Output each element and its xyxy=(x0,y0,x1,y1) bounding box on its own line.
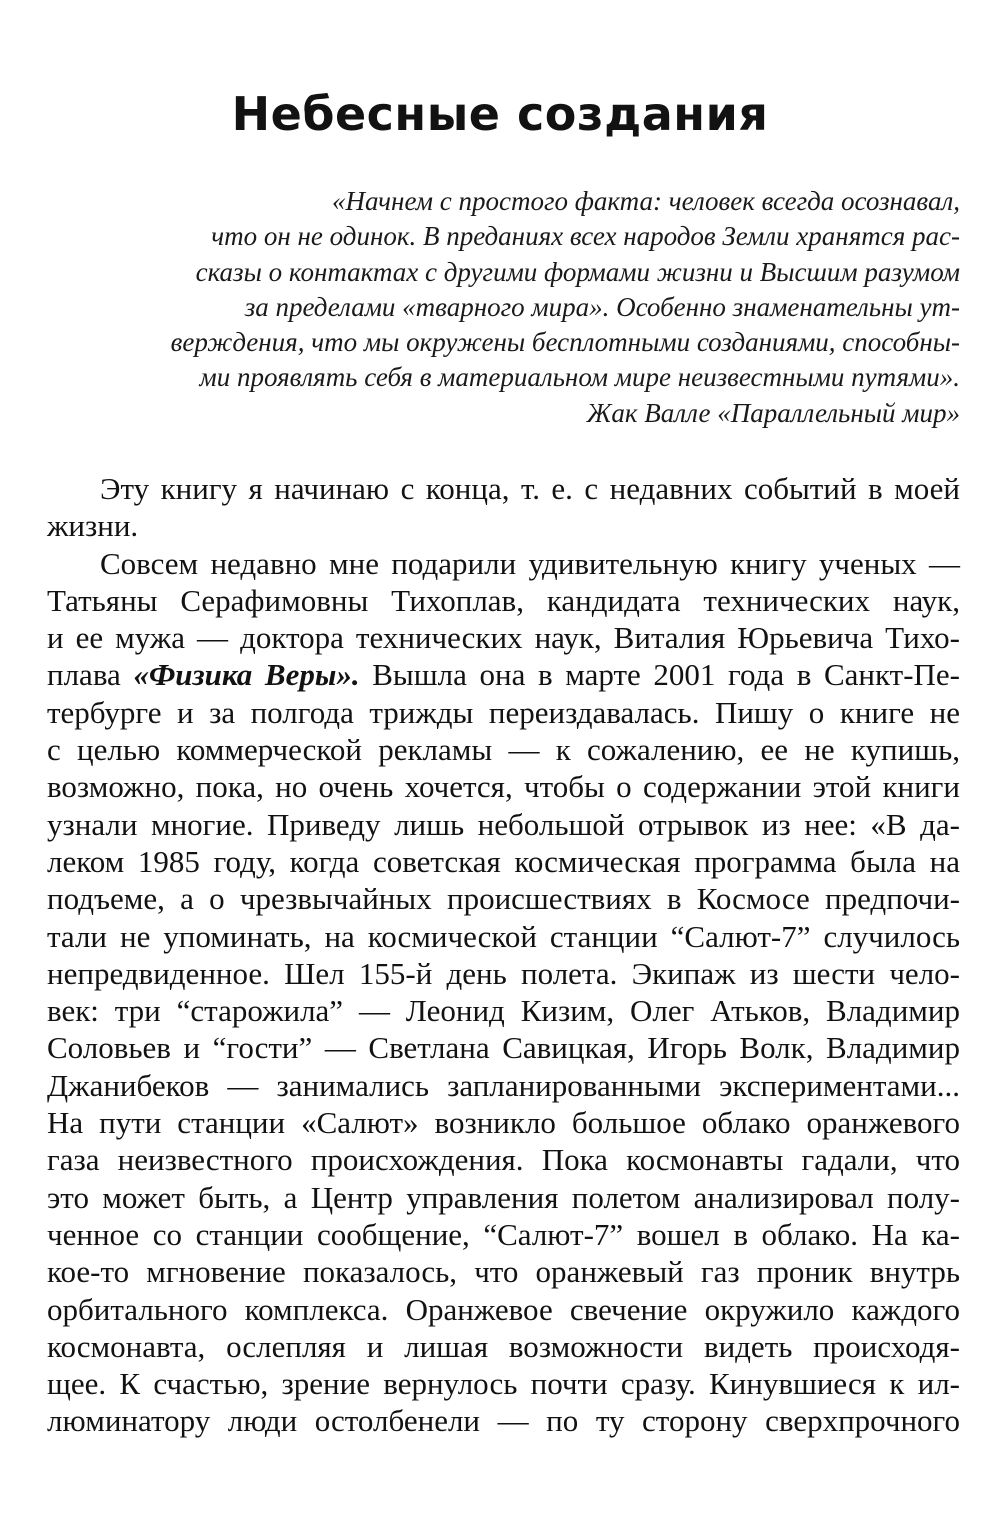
text-line: непредвиденное. Шел 155-й день полета. Экипаж из шести чело- xyxy=(47,955,960,991)
text-line: люминатору люди остолбенели — по ту сторону сверхпрочного xyxy=(47,1403,960,1439)
text-line: и ее мужа — доктора технических наук, Виталия Юрьевича Тихо- xyxy=(47,620,960,656)
text-line: кое-то мгновение показалось, что оранжевый газ проник внутрь xyxy=(47,1254,960,1290)
text-line: орбитального комплекса. Оранжевое свечение окружило каждого xyxy=(47,1291,960,1327)
text-line: Джанибеков — занимались запланированными экспериментами... xyxy=(47,1067,960,1103)
body-text xyxy=(47,470,960,1440)
text-line: Татьяны Серафимовны Тихоплав, кандидата технических наук, xyxy=(47,582,960,618)
book-title-emphasis: «Физика Веры». xyxy=(133,657,360,693)
text-line: век: три “старожила” — Леонид Кизим, Олег Атьков, Владимир xyxy=(47,993,960,1029)
epigraph-line: верждения, что мы окружены бесплотными созданиями, способны- xyxy=(170,327,960,358)
text-line: газа неизвестного происхождения. Пока космонавты гадали, что xyxy=(47,1142,960,1178)
text-line: Эту книгу я начинаю с конца, т. е. с недавних событий в моей xyxy=(100,471,960,506)
text-line: На пути станции «Салют» возникло большое облако оранжевого xyxy=(47,1105,960,1141)
epigraph-line: ми проявлять себя в материальном мире неизвестными путями». xyxy=(199,362,960,393)
epigraph-line: «Начнем с простого факта: человек всегда осознавал, xyxy=(332,186,960,216)
text-line: возможно, пока, но очень хочется, чтобы о содержании этой книги xyxy=(47,769,960,805)
epigraph-line: за пределами «тварного мира». Особенно знаменательны ут- xyxy=(244,291,960,322)
text-segment: Вышла она в марте 2001 года в Санкт-Пе- xyxy=(359,657,960,693)
text-line: с целью коммерческой рекламы — к сожалению, ее не купишь, xyxy=(47,732,960,768)
chapter-title: Небесные создания xyxy=(231,87,769,141)
epigraph xyxy=(80,184,960,431)
text-line: космонавта, ослепляя и лишая возможности видеть происходя- xyxy=(47,1328,960,1364)
text-line: жизни. xyxy=(47,508,139,544)
epigraph-line: что он не одинок. В преданиях всех народов Земли хранятся рас- xyxy=(211,221,960,252)
text-segment: плава xyxy=(47,657,134,693)
text-line: ченное со станции сообщение, “Салют-7” вошел в облако. На ка- xyxy=(47,1216,960,1252)
epigraph-attribution: Жак Валле «Параллельный мир» xyxy=(586,397,960,428)
text-line: подъеме, а о чрезвычайных происшествиях в Космосе предпочи- xyxy=(47,881,960,917)
text-line: Соловьев и “гости” — Светлана Савицкая, Игорь Волк, Владимир xyxy=(47,1030,960,1066)
text-line: щее. К счастью, зрение вернулось почти сразу. Кинувшиеся к ил- xyxy=(47,1366,960,1402)
text-line: узнали многие. Приведу лишь небольшой отрывок из нее: «В да- xyxy=(47,806,960,842)
text-line: тербурге и за полгода трижды переиздавалась. Пишу о книге не xyxy=(47,694,960,730)
text-line: это может быть, а Центр управления полетом анализировал полу- xyxy=(47,1179,960,1215)
text-line: Совсем недавно мне подарили удивительную книгу ученых — xyxy=(100,545,960,581)
text-line: леком 1985 году, когда советская космическая программа была на xyxy=(47,843,960,879)
epigraph-line: сказы о контактах с другими формами жизни и Высшим разумом xyxy=(195,256,960,287)
text-line: тали не упоминать, на космической станции “Салют-7” случилось xyxy=(47,918,960,954)
text-line xyxy=(47,656,960,693)
